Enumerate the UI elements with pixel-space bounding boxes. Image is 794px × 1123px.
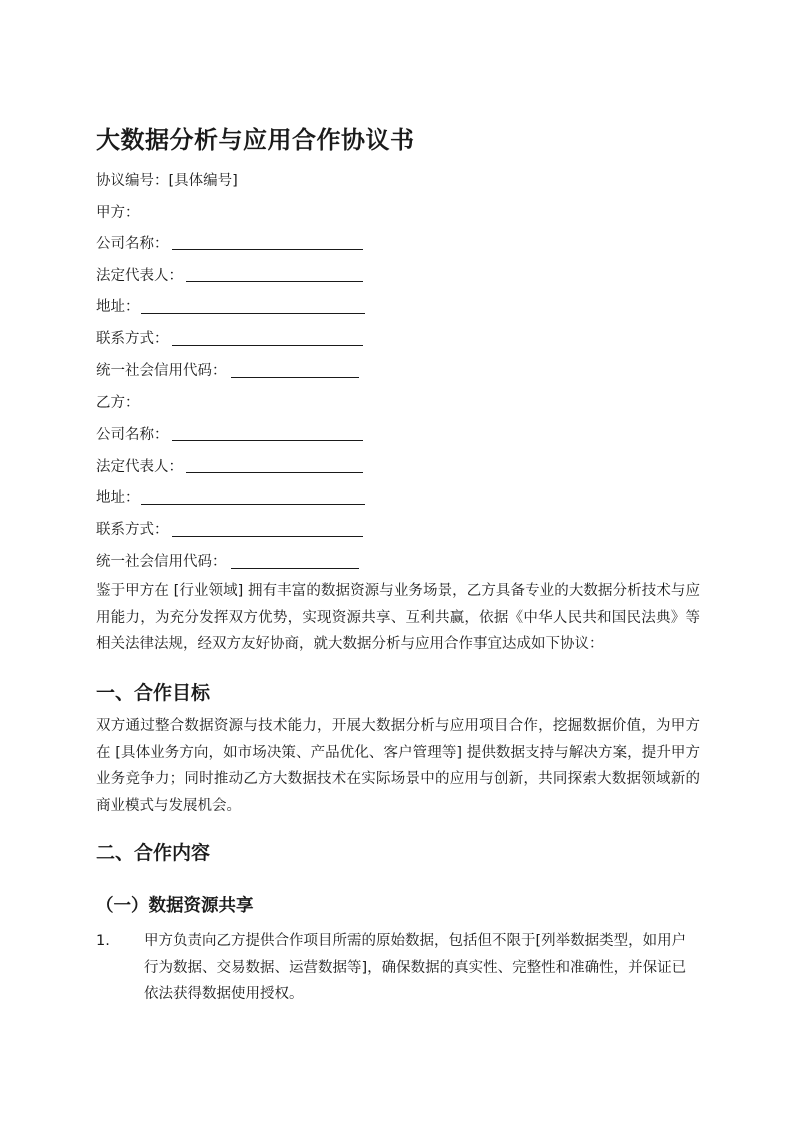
party-a-company-blank[interactable] (172, 249, 363, 250)
party-b-company-blank[interactable] (172, 440, 363, 441)
party-b-legal-rep-blank[interactable] (186, 472, 363, 473)
party-b-credit-code-row (96, 552, 227, 572)
party-b-contact-blank[interactable] (172, 536, 363, 537)
party-b-company-label: 公司名称： (96, 427, 169, 443)
party-b-heading-text: 乙方： (96, 395, 140, 411)
party-b-address-label: 地址： (96, 490, 140, 506)
party-a-heading (96, 203, 140, 223)
list-item-number: 1. (96, 933, 110, 949)
agreement-number-text: 协议编号：[具体编号] (96, 173, 238, 189)
party-a-contact-blank[interactable] (172, 345, 363, 346)
party-a-contact-label: 联系方式： (96, 331, 169, 347)
party-a-contact-row (96, 329, 169, 349)
party-b-company-row (96, 425, 169, 445)
section-1-heading: 一、合作目标 (96, 682, 211, 704)
party-a-credit-code-label: 统一社会信用代码： (96, 363, 227, 379)
party-a-credit-code-blank[interactable] (231, 377, 359, 378)
party-a-legal-rep-row (96, 266, 183, 286)
party-b-address-row (96, 488, 140, 508)
party-b-contact-label: 联系方式： (96, 522, 169, 538)
subsection-1-heading: （一）数据资源共享 (96, 896, 254, 916)
party-b-credit-code-label: 统一社会信用代码： (96, 554, 227, 570)
preamble-paragraph: 鉴于甲方在 [行业领域] 拥有丰富的数据资源与业务场景，乙方具备专业的大数据分析技术与应用能力，为充分发挥双方优势，实现资源共享、互利共赢，依据《中华人民共和国民法典》等相关法律法规，经双方友好协商，就大数据分析与应用合作事宜达成如下协议： (96, 583, 700, 652)
party-a-company-label: 公司名称： (96, 236, 169, 252)
party-b-heading (96, 393, 140, 413)
agreement-number (96, 171, 238, 191)
party-b-address-blank[interactable] (141, 504, 365, 505)
party-a-company-row (96, 234, 169, 254)
party-b-legal-rep-row (96, 457, 183, 477)
page-title: 大数据分析与应用合作协议书 (96, 126, 415, 154)
party-a-credit-code-row (96, 361, 227, 381)
party-a-address-label: 地址： (96, 299, 140, 315)
party-a-legal-rep-label: 法定代表人： (96, 268, 183, 284)
party-a-address-row (96, 297, 140, 317)
party-a-address-blank[interactable] (141, 313, 365, 314)
party-b-contact-row (96, 520, 169, 540)
section-2-heading: 二、合作内容 (96, 842, 211, 864)
party-a-legal-rep-blank[interactable] (186, 281, 363, 282)
section-1-paragraph: 双方通过整合数据资源与技术能力，开展大数据分析与应用项目合作，挖掘数据价值，为甲方在 [具体业务方向，如市场决策、产品优化、客户管理等] 提供数据支持与解决方案，提升甲方业务竞争力；同时推动乙方大数据技术在实际场景中的应用与创新，共同探索大数据领域新的商业模式与发展机会。 (96, 718, 700, 814)
party-a-heading-text: 甲方： (96, 205, 140, 221)
party-b-legal-rep-label: 法定代表人： (96, 459, 183, 475)
list-item-text: 甲方负责向乙方提供合作项目所需的原始数据，包括但不限于[列举数据类型，如用户行为数据、交易数据、运营数据等]，确保数据的真实性、完整性和准确性，并保证已依法获得数据使用授权。 (144, 933, 687, 1002)
party-b-credit-code-blank[interactable] (231, 568, 359, 569)
